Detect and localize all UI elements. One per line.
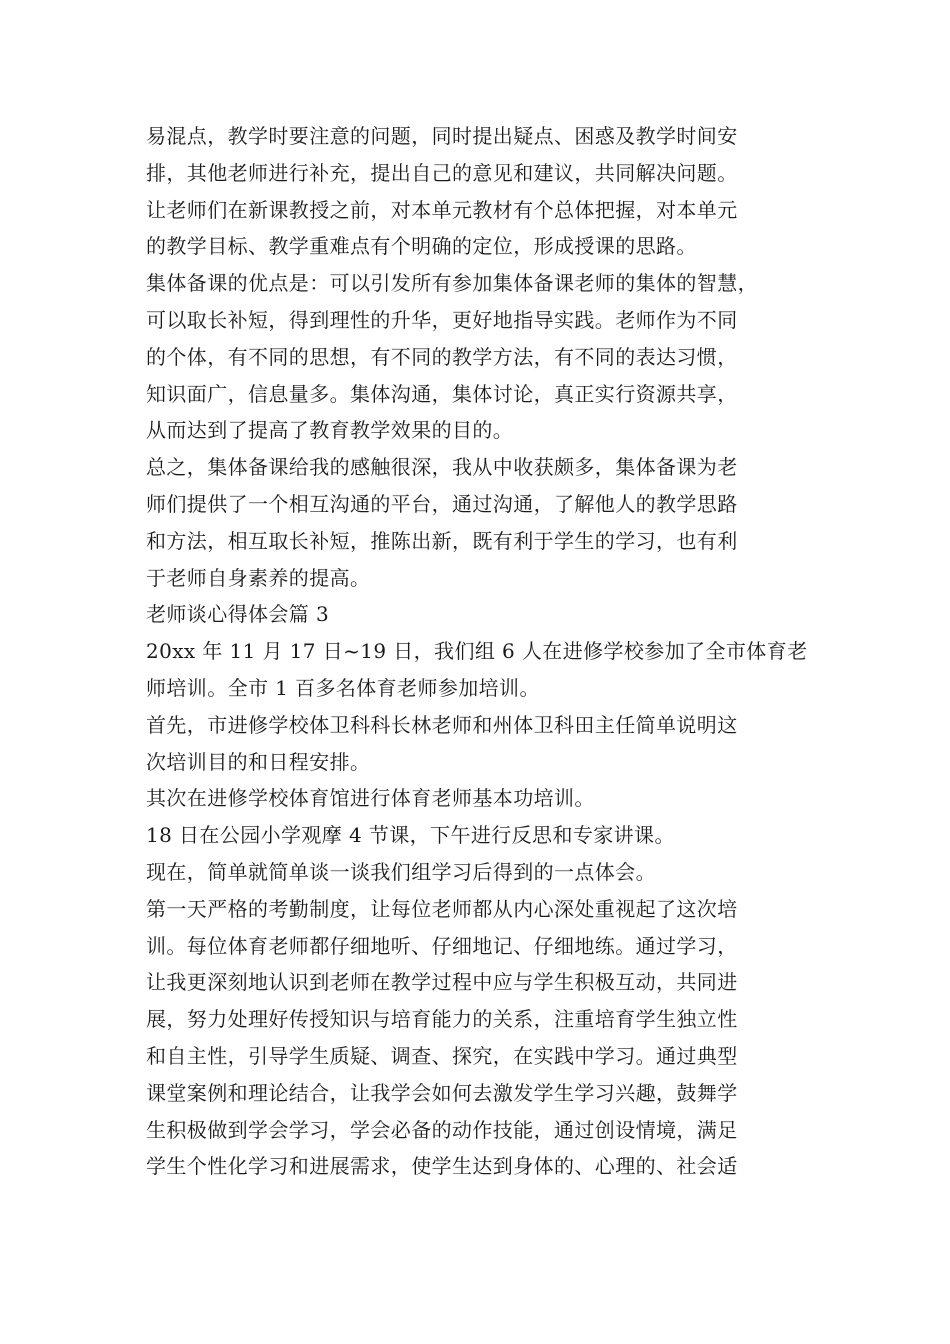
text-line: 集体备课的优点是：可以引发所有参加集体备课老师的集体的智慧， <box>146 271 758 296</box>
text-line: 排，其他老师进行补充，提出自己的意见和建议，共同解决问题。 <box>146 160 738 185</box>
text-line: 课堂案例和理论结合，让我学会如何去激发学生学习兴趣，鼓舞学 <box>146 1080 738 1105</box>
text-line: 训。每位体育老师都仔细地听、仔细地记、仔细地练。通过学习， <box>146 933 738 958</box>
section-heading: 老师谈心得体会篇 3 <box>146 602 330 627</box>
text-line: 其次在进修学校体育馆进行体育老师基本功培训。 <box>146 786 595 811</box>
document-body <box>146 118 826 1185</box>
text-line: 和方法，相互取长补短，推陈出新，既有利于学生的学习，也有利 <box>146 528 738 553</box>
text-line: 次培训目的和日程安排。 <box>146 749 371 774</box>
text-line: 的个体，有不同的思想，有不同的教学方法，有不同的表达习惯， <box>146 344 738 369</box>
text-line: 于老师自身素养的提高。 <box>146 565 371 590</box>
text-line: 师培训。全市 1 百多名体育老师参加培训。 <box>146 675 540 700</box>
text-line: 生积极做到学会学习，学会必备的动作技能，通过创设情境，满足 <box>146 1117 738 1142</box>
text-line: 总之，集体备课给我的感触很深，我从中收获颇多，集体备课为老 <box>146 455 738 480</box>
text-line: 和自主性，引导学生质疑、调查、探究，在实践中学习。通过典型 <box>146 1043 738 1068</box>
text-line: 易混点，教学时要注意的问题，同时提出疑点、困惑及教学时间安 <box>146 124 738 148</box>
text-line: 18 日在公园小学观摩 4 节课，下午进行反思和专家讲课。 <box>146 823 675 848</box>
text-line: 让我更深刻地认识到老师在教学过程中应与学生积极互动，共同进 <box>146 970 738 995</box>
text-line: 现在，简单就简单谈一谈我们组学习后得到的一点体会。 <box>146 859 656 884</box>
text-line: 师们提供了一个相互沟通的平台，通过沟通，了解他人的教学思路 <box>146 491 738 516</box>
text-line: 第一天严格的考勤制度，让每位老师都从内心深处重视起了这次培 <box>146 896 738 921</box>
text-line: 的教学目标、教学重难点有个明确的定位，形成授课的思路。 <box>146 234 697 259</box>
text-line: 20xx 年 11 月 17 日~19 日，我们组 6 人在进修学校参加了全市体育老 <box>146 639 808 664</box>
text-line: 展，努力处理好传授知识与培育能力的关系，注重培育学生独立性 <box>146 1007 738 1032</box>
text-line: 让老师们在新课教授之前，对本单元教材有个总体把握，对本单元 <box>146 197 738 222</box>
text-line: 知识面广，信息量多。集体沟通，集体讨论，真正实行资源共享， <box>146 381 738 406</box>
text-line: 可以取长补短，得到理性的升华，更好地指导实践。老师作为不同 <box>146 307 738 332</box>
text-line: 首先，市进修学校体卫科科长林老师和州体卫科田主任简单说明这 <box>146 712 738 737</box>
text-line: 从而达到了提高了教育教学效果的目的。 <box>146 418 514 443</box>
text-line: 学生个性化学习和进展需求，使学生达到身体的、心理的、社会适 <box>146 1154 738 1179</box>
